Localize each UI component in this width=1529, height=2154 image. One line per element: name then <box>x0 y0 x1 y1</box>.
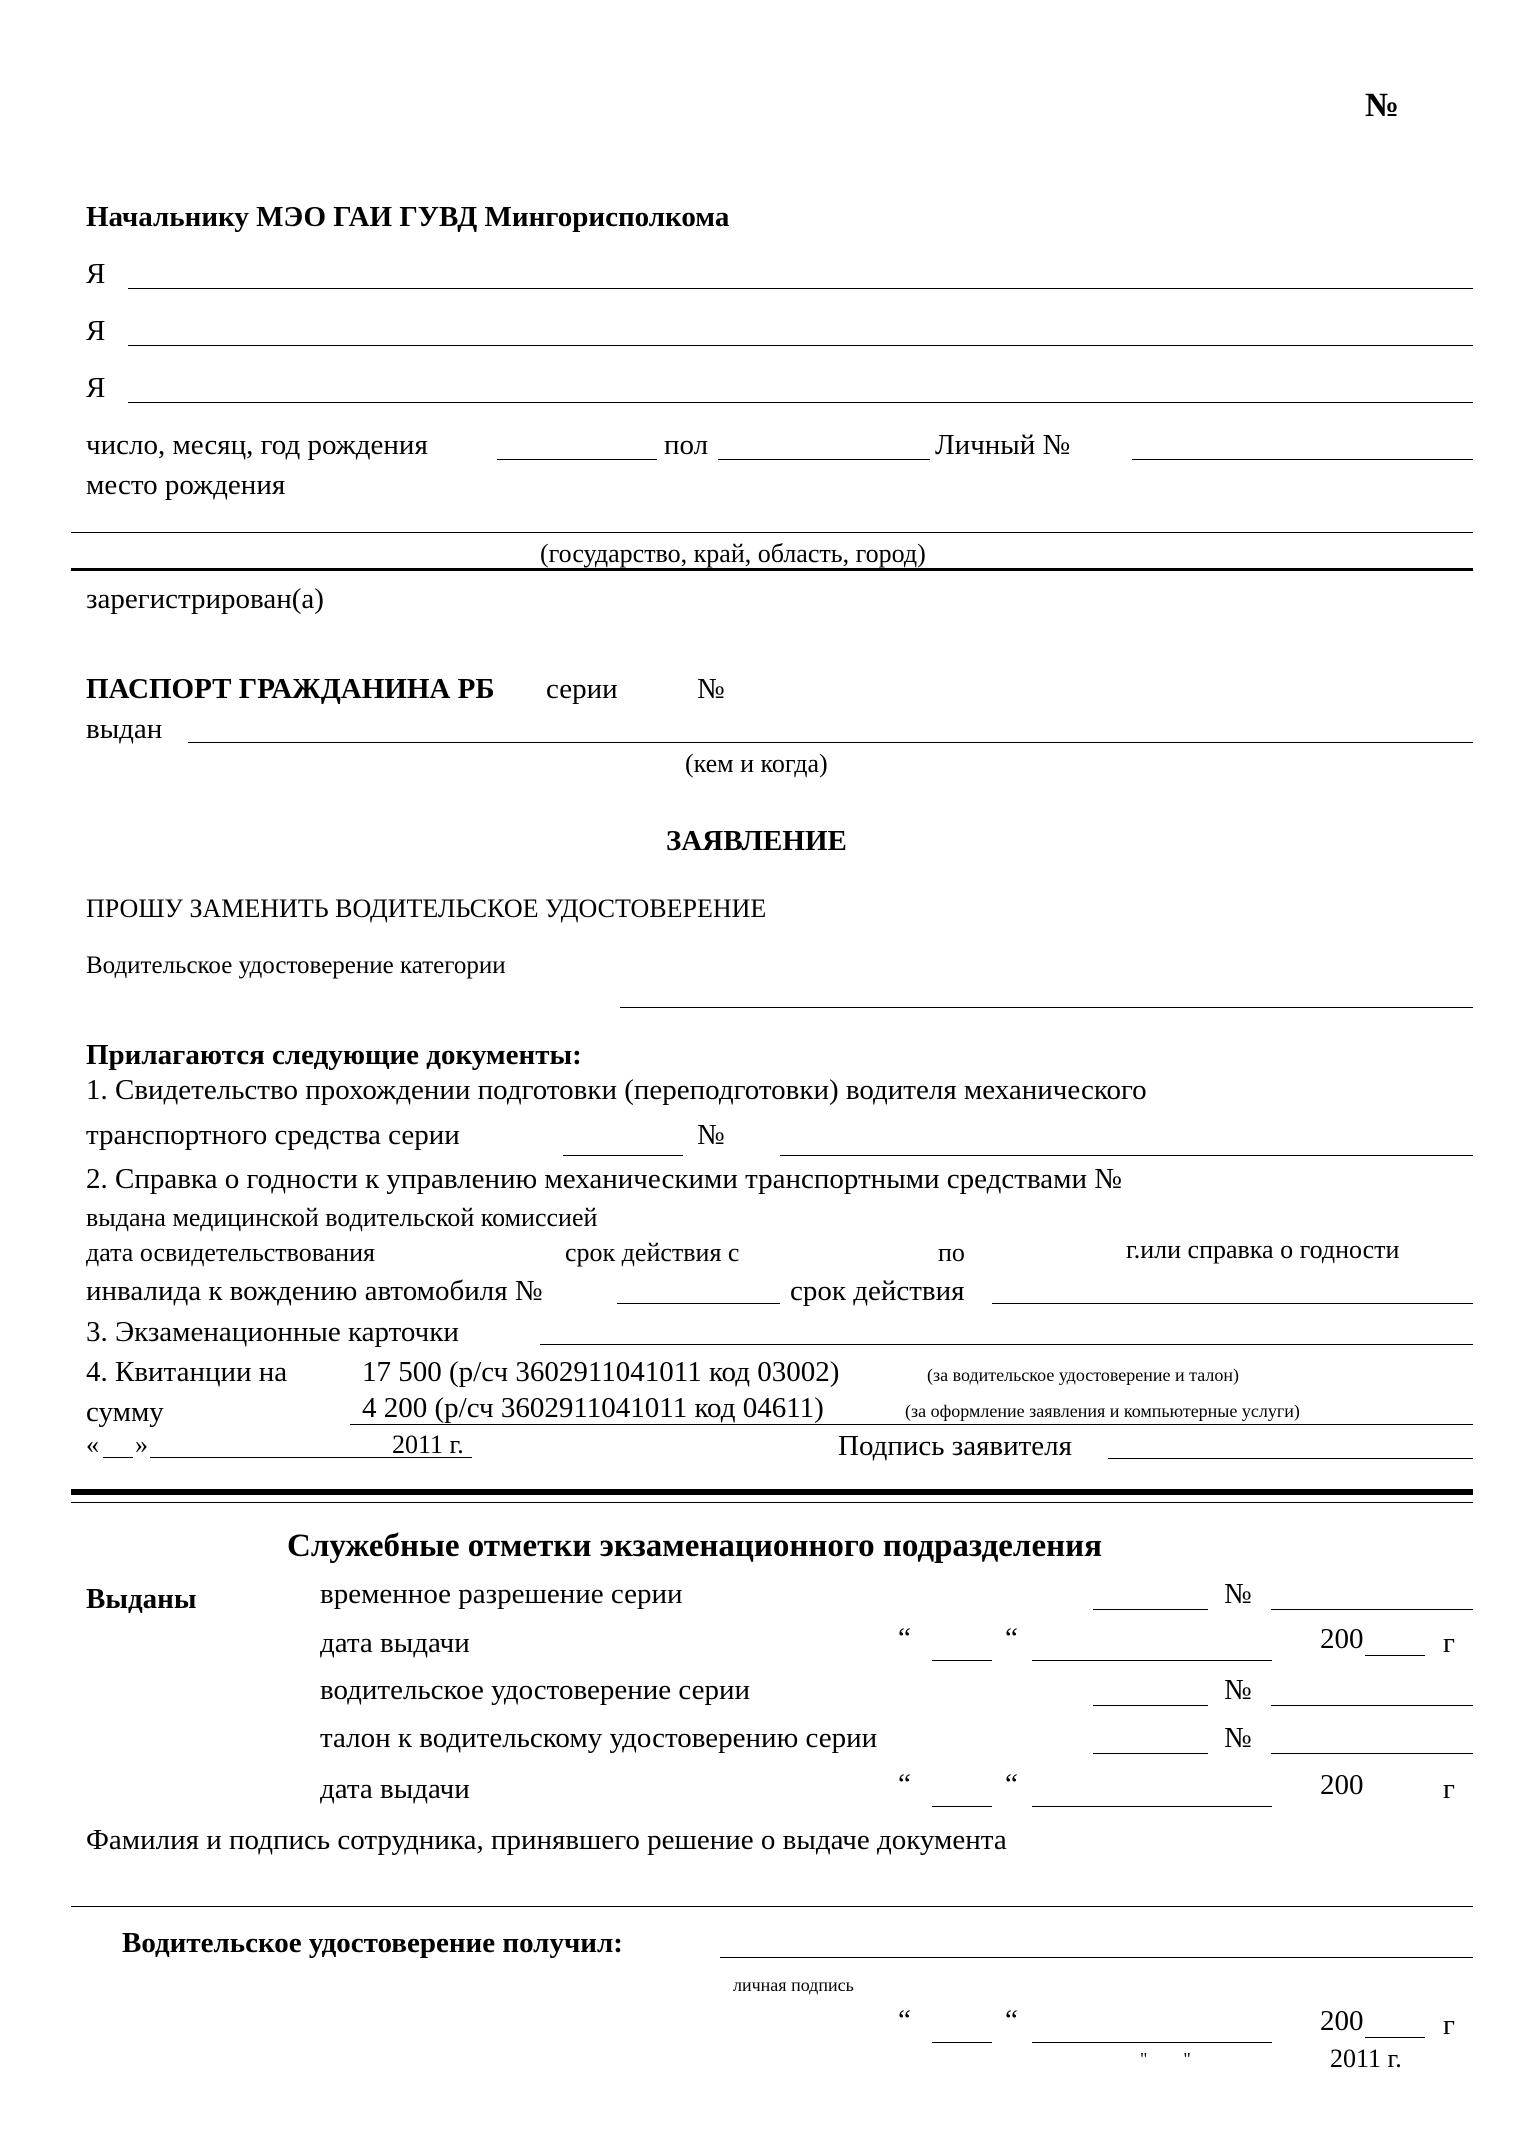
license-no-field[interactable] <box>1271 1705 1473 1706</box>
received-signature-hint: личная подпись <box>733 1975 854 1995</box>
applicant-label-3: Я <box>86 372 106 404</box>
addressee: Начальнику МЭО ГАИ ГУВД Мингорисполкома <box>86 201 730 233</box>
validity-field[interactable] <box>992 1303 1473 1304</box>
sex-field[interactable] <box>718 459 930 460</box>
valid-to-label: по <box>938 1238 965 1267</box>
invalid-certificate-label: инвалида к вождению автомобиля № <box>86 1275 543 1307</box>
valid-from-label: срок действия с <box>565 1238 740 1267</box>
attachment-1a: 1. Свидетельство прохождении подготовки (переподготовки) водителя механического <box>86 1074 1147 1106</box>
coupon-no-label: № <box>1224 1722 1252 1754</box>
application-day-field[interactable] <box>103 1457 133 1458</box>
passport-issued-hint: (кем и когда) <box>685 749 828 778</box>
applicant-label-2: Я <box>86 315 106 347</box>
coupon-series-label: талон к водительскому удостоверению серии <box>320 1722 878 1754</box>
exam-date-label: дата освидетельствования <box>86 1238 375 1267</box>
birth-place-underline <box>71 568 1473 571</box>
attachment-2b: выдана медицинской водительской комиссией <box>86 1203 598 1232</box>
issue-year-prefix-2: 200 <box>1320 1769 1364 1801</box>
date-quote-open: « <box>86 1430 99 1459</box>
statement-title: ЗАЯВЛЕНИЕ <box>666 825 847 857</box>
applicant-signature-label: Подпись заявителя <box>838 1430 1072 1462</box>
date-quote-close: » <box>135 1430 148 1459</box>
received-signature-field[interactable] <box>720 1957 1473 1958</box>
personal-no-field[interactable] <box>1132 459 1473 460</box>
license-series-field[interactable] <box>1093 1705 1208 1706</box>
attachment-3: 3. Экзаменационные карточки <box>86 1316 459 1348</box>
temp-permit-no-field[interactable] <box>1271 1609 1473 1610</box>
section-divider <box>71 1489 1473 1495</box>
attachment-1b: транспортного средства серии <box>86 1119 460 1151</box>
received-year-prefix: 200 <box>1320 2005 1364 2037</box>
issue-year-prefix-1: 200 <box>1320 1623 1364 1655</box>
birth-place-hint: (государство, край, область, город) <box>540 539 926 568</box>
issue-day-field-1[interactable] <box>932 1660 992 1661</box>
license-category-label: Водительское удостоверение категории <box>86 952 506 979</box>
issue-day-field-2[interactable] <box>932 1806 992 1807</box>
coupon-no-field[interactable] <box>1271 1753 1473 1754</box>
license-series-label: водительское удостоверение серии <box>320 1674 751 1706</box>
applicant-label-1: Я <box>86 258 106 290</box>
passport-no-label: № <box>697 673 725 705</box>
temp-permit-series-field[interactable] <box>1093 1609 1208 1610</box>
coupon-series-field[interactable] <box>1093 1753 1208 1754</box>
issue-year-suffix-1: г <box>1443 1627 1455 1659</box>
issue-date-quote-2a: “ <box>898 1768 911 1800</box>
service-title: Служебные отметки экзаменационного подразделения <box>287 1528 1102 1564</box>
issue-month-field-2[interactable] <box>1032 1806 1272 1807</box>
passport-issued-field[interactable] <box>188 742 1473 743</box>
received-quote-a: “ <box>898 2004 911 2036</box>
birth-place-line[interactable] <box>71 532 1473 533</box>
issue-date-quote-1a: “ <box>898 1622 911 1654</box>
applicant-line-3[interactable] <box>128 402 1473 403</box>
received-month-field[interactable] <box>1032 2042 1272 2043</box>
attachment-4b: сумму <box>86 1396 164 1428</box>
issue-month-field-1[interactable] <box>1032 1660 1272 1661</box>
registered-label: зарегистрирован(а) <box>86 583 324 615</box>
license-category-field[interactable] <box>620 1007 1473 1008</box>
received-quote-b: “ <box>1005 2004 1018 2036</box>
issue-date-label-1: дата выдачи <box>320 1627 470 1659</box>
birth-place-label: место рождения <box>86 469 286 501</box>
employee-signature-label: Фамилия и подпись сотрудника, принявшего решение о выдаче документа <box>86 1824 1007 1856</box>
issue-date-quote-2b: “ <box>1005 1768 1018 1800</box>
license-no-label: № <box>1224 1674 1252 1706</box>
temp-permit-label: временное разрешение серии <box>320 1578 683 1610</box>
issue-date-quote-1b: “ <box>1005 1622 1018 1654</box>
passport-issued-label: выдан <box>86 713 163 745</box>
or-certificate-label: г.или справка о годности <box>1126 1235 1400 1264</box>
training-no-label: № <box>697 1119 725 1151</box>
issue-date-label-2: дата выдачи <box>320 1773 470 1805</box>
receipt-2: 4 200 (р/сч 3602911041011 код 04611) <box>362 1392 824 1424</box>
received-year-field[interactable] <box>1365 2037 1425 2038</box>
training-no-field[interactable] <box>780 1155 1473 1156</box>
applicant-line-1[interactable] <box>128 288 1473 289</box>
stamp-quotes: " " <box>1140 2049 1191 2069</box>
attachments-title: Прилагаются следующие документы: <box>86 1039 582 1071</box>
receipt-2-note: (за оформление заявления и компьютерные услуги) <box>905 1401 1300 1421</box>
temp-permit-no-label: № <box>1224 1578 1252 1610</box>
employee-signature-field[interactable] <box>71 1906 1473 1907</box>
attachment-4a: 4. Квитанции на <box>86 1356 288 1388</box>
passport-series-label: серии <box>546 673 618 705</box>
sex-label: пол <box>664 429 709 461</box>
birth-date-label: число, месяц, год рождения <box>86 429 428 461</box>
invalid-certificate-no-field[interactable] <box>617 1303 780 1304</box>
birth-date-field[interactable] <box>497 459 657 460</box>
exam-cards-field[interactable] <box>540 1344 1473 1345</box>
received-day-field[interactable] <box>932 2042 992 2043</box>
passport-title: ПАСПОРТ ГРАЖДАНИНА РБ <box>86 673 495 705</box>
issue-year-suffix-2: г <box>1443 1773 1455 1805</box>
received-label: Водительское удостоверение получил: <box>122 1927 623 1959</box>
application-year: 2011 г. <box>392 1430 464 1459</box>
stamp-year: 2011 г. <box>1330 2044 1402 2073</box>
applicant-signature-field[interactable] <box>1108 1458 1473 1459</box>
issue-year-field-1[interactable] <box>1365 1655 1425 1656</box>
receipt-2-underline <box>350 1424 1473 1425</box>
validity-label: срок действия <box>790 1275 965 1307</box>
receipt-1: 17 500 (р/сч 3602911041011 код 03002) <box>362 1356 840 1388</box>
attachment-2a: 2. Справка о годности к управлению механическими транспортными средствами № <box>86 1163 1122 1195</box>
issued-label: Выданы <box>86 1583 197 1615</box>
form-number-mark: № <box>1365 87 1400 124</box>
section-divider-thin <box>71 1502 1473 1503</box>
received-year-suffix: г <box>1443 2009 1455 2041</box>
personal-no-label: Личный № <box>935 429 1071 461</box>
applicant-line-2[interactable] <box>128 345 1473 346</box>
training-series-field[interactable] <box>563 1155 683 1156</box>
statement-request: ПРОШУ ЗАМЕНИТЬ ВОДИТЕЛЬСКОЕ УДОСТОВЕРЕНИЕ <box>86 894 767 923</box>
receipt-1-note: (за водительское удостоверение и талон) <box>927 1365 1240 1385</box>
